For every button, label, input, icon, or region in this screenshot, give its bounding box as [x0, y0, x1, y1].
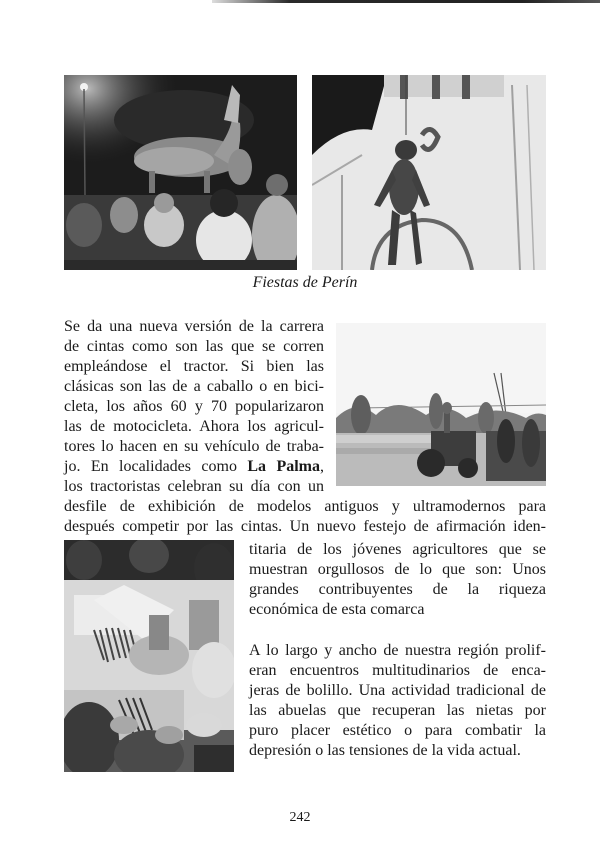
- top-rule: [212, 0, 600, 3]
- text-line: los tractoristas celebran su día con un: [64, 478, 324, 495]
- text-line: grandes contribuyentes de la riqueza: [249, 581, 546, 598]
- text-line: de cintas como son las que se corren: [64, 338, 324, 355]
- text-line: eran encuentros multitudinarios de enca-: [249, 662, 546, 679]
- text-line: clásicas son las de a caballo o en bici-: [64, 378, 324, 395]
- text-line: titaria de los jóvenes agricultores que se: [249, 541, 546, 558]
- text-line: muestran orgullosos de lo que son: Unos: [249, 561, 546, 578]
- text-line: tores lo hacen en su vehículo de traba-: [64, 438, 324, 455]
- text-line: cleta, los años 60 y 70 popularizaron: [64, 398, 324, 415]
- text-line: después competir por las cintas. Un nuevo festejo de afirmación iden-: [64, 518, 546, 535]
- photo-tractor-race: [336, 323, 546, 486]
- text-span: ,: [320, 458, 325, 475]
- text-line-with-bold: [64, 457, 324, 477]
- place-name-bold: La Palma: [247, 458, 321, 475]
- text-line: las de motocicleta. Ahora los agricul-: [64, 418, 324, 435]
- text-line: puro placer estético o para combatir la: [249, 722, 546, 739]
- text-line: A lo largo y ancho de nuestra región prolif-: [249, 642, 546, 659]
- text-line: desfile de exhibición de modelos antiguos y ultramodernos para: [64, 498, 546, 515]
- text-line: Se da una nueva versión de la carrera: [64, 318, 324, 335]
- page-number: 242: [289, 810, 311, 825]
- text-line: las abuelas que recuperan las nietas por: [249, 702, 546, 719]
- photo-caption: Fiestas de Perín: [252, 274, 358, 291]
- text-line: empleándose el tractor. Si bien las: [64, 358, 324, 375]
- photo-fiesta-donkey: [64, 75, 297, 270]
- text-line: jeras de bolillo. Una actividad tradicional de: [249, 682, 546, 699]
- text-span: jo. En localidades como: [64, 458, 248, 475]
- text-line: económica de esta comarca: [249, 601, 425, 618]
- photo-bobbin-lace: [64, 540, 234, 772]
- photo-fiesta-figure: [312, 75, 546, 270]
- text-line: depresión o las tensiones de la vida actual.: [249, 742, 521, 759]
